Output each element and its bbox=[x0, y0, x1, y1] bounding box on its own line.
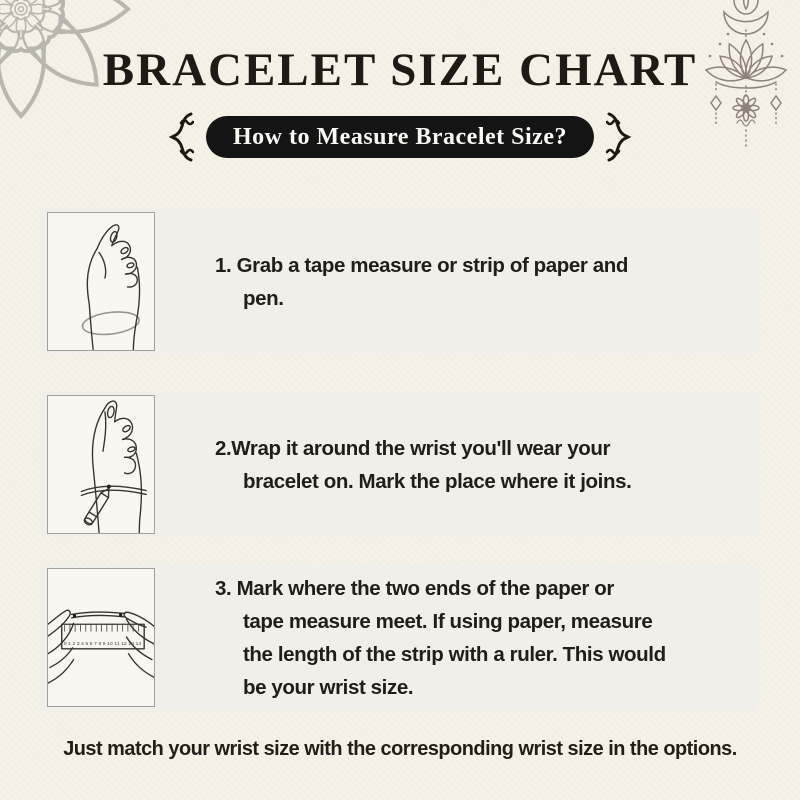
how-to-measure-badge: How to Measure Bracelet Size? bbox=[206, 116, 594, 158]
hand-with-bracelet-icon bbox=[48, 213, 154, 350]
strip-mark-right bbox=[119, 613, 122, 616]
left-flourish-icon bbox=[167, 111, 194, 163]
step2-figure bbox=[47, 395, 155, 534]
step-row-1 bbox=[40, 209, 758, 354]
ruler-numbers: 0 1 2 3 4 5 6 7 8 9 10 11 12 13 14 bbox=[63, 641, 137, 647]
step1-figure bbox=[47, 212, 155, 351]
right-flourish-icon bbox=[606, 111, 633, 163]
header bbox=[0, 0, 800, 163]
step-text-line: pen. bbox=[243, 286, 284, 310]
step-text-line: 2.Wrap it around the wrist you'll wear your bbox=[215, 436, 611, 460]
step-text-line: bracelet on. Mark the place where it joins. bbox=[243, 469, 632, 493]
step-text-line: the length of the strip with a ruler. This would bbox=[243, 642, 666, 666]
footer-note: Just match your wrist size with the corresponding wrist size in the options. bbox=[63, 737, 737, 760]
step2-text bbox=[215, 432, 631, 498]
subtitle-badge-row bbox=[0, 111, 800, 163]
step-text-line: be your wrist size. bbox=[243, 675, 414, 699]
step-row-3 bbox=[40, 565, 758, 710]
strip-mark-left bbox=[73, 614, 76, 617]
page-title: BRACELET SIZE CHART bbox=[102, 44, 698, 96]
step-text-line: tape measure meet. If using paper, measure bbox=[243, 609, 653, 633]
step-text-line: 1. Grab a tape measure or strip of paper and bbox=[215, 253, 629, 277]
step-row-2 bbox=[40, 392, 758, 537]
step1-text bbox=[215, 249, 628, 315]
paper-strip-icon bbox=[72, 612, 125, 618]
hands-measuring-ruler-icon bbox=[48, 569, 154, 706]
step-text-line: 3. Mark where the two ends of the paper or bbox=[215, 576, 614, 600]
step3-figure bbox=[47, 568, 155, 707]
steps-list bbox=[0, 209, 800, 710]
hand-marking-wrist-icon bbox=[48, 396, 154, 533]
step3-text bbox=[215, 572, 666, 704]
tape-line-icon bbox=[81, 486, 146, 495]
